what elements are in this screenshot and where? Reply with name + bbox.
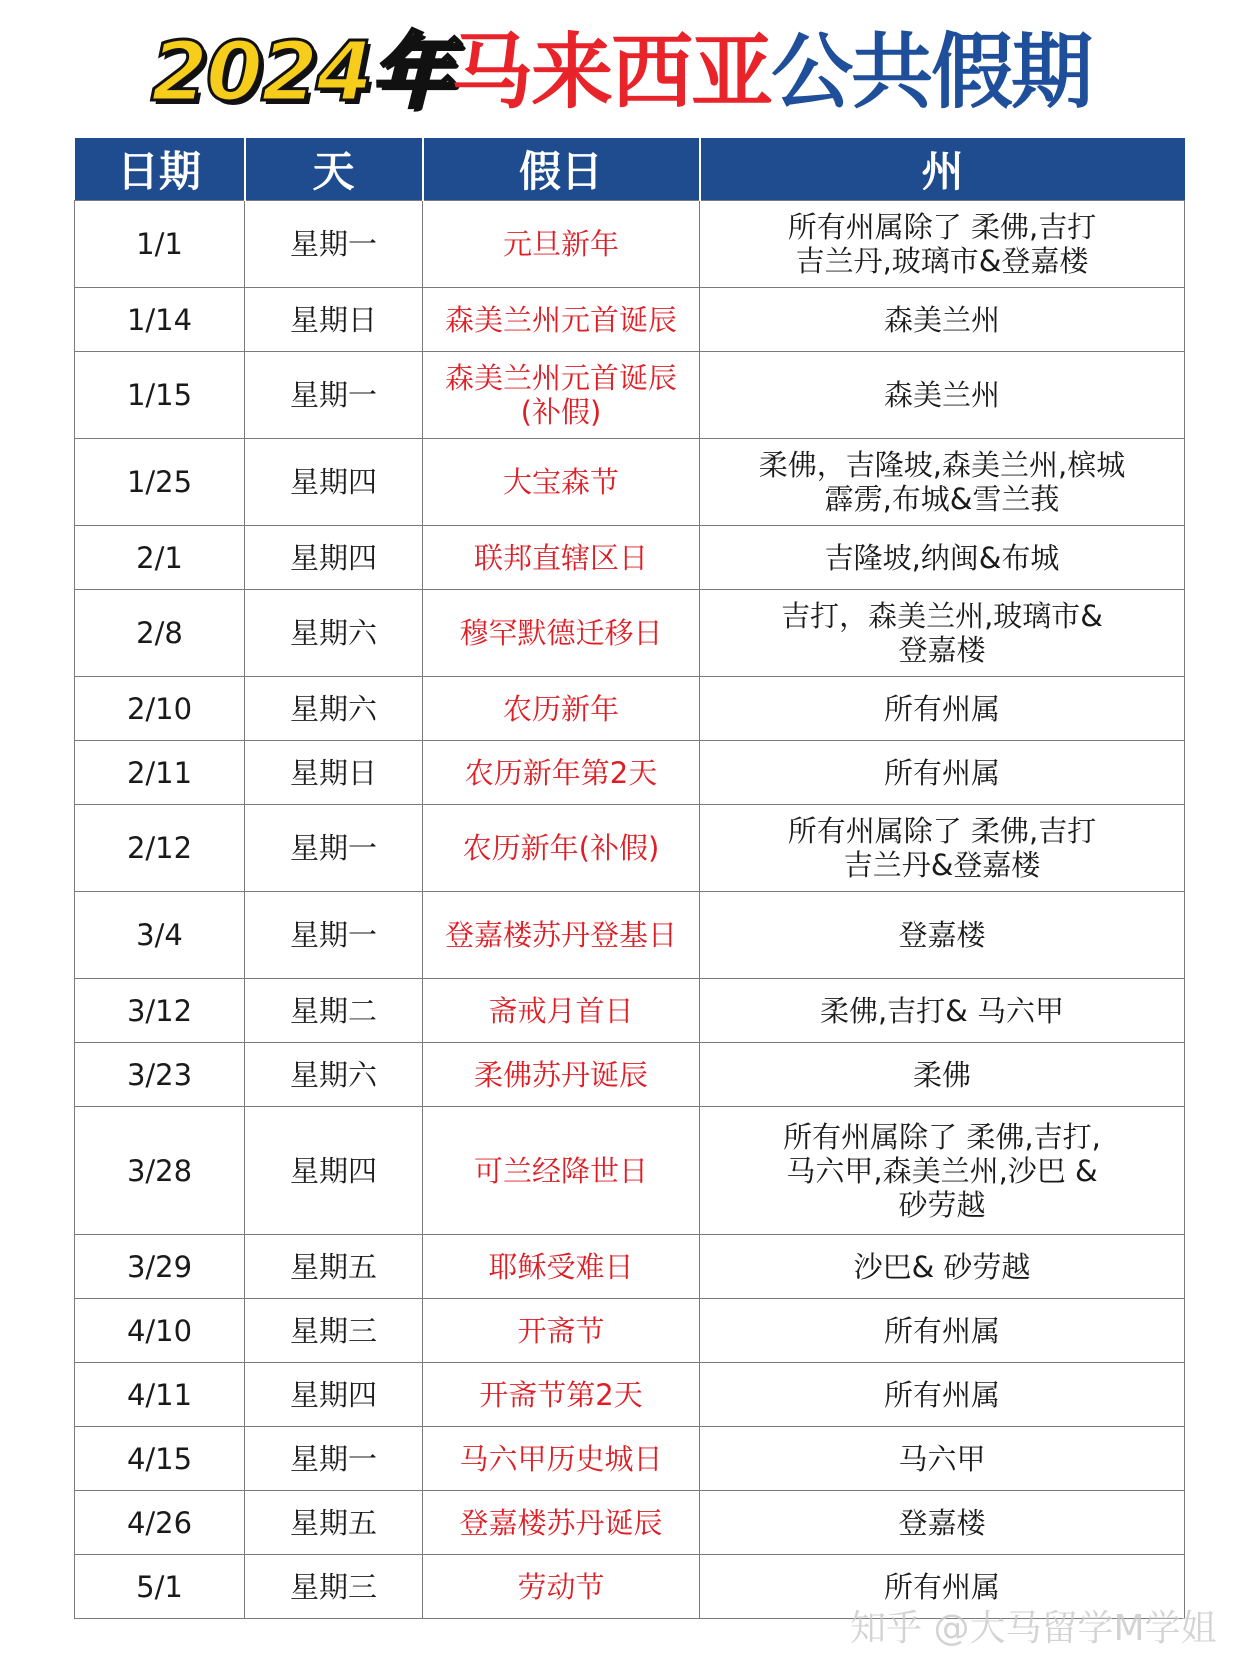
day-cell-text: 星期日 — [289, 755, 377, 790]
date-cell-text: 3/28 — [126, 1153, 193, 1188]
states-cell-text: 所有州属 — [883, 691, 1000, 726]
table-row — [75, 1363, 1185, 1427]
title-year: 2024年 — [150, 25, 452, 120]
states-cell-text: 所有州属除了 柔佛,吉打, 马六甲,森美兰州,沙巴 & 砂劳越 — [783, 1119, 1101, 1222]
date-cell — [75, 1235, 245, 1299]
table-row — [75, 288, 1185, 352]
date-cell-text: 3/12 — [126, 993, 193, 1028]
day-cell — [245, 1299, 423, 1363]
table-row — [75, 1043, 1185, 1107]
states-cell — [700, 741, 1185, 805]
holiday-cell — [423, 1107, 700, 1235]
day-cell — [245, 590, 423, 677]
date-cell-text: 5/1 — [136, 1569, 183, 1604]
states-cell-text: 吉打，森美兰州,玻璃市& 登嘉楼 — [781, 599, 1103, 667]
holiday-cell-text: 元旦新年 — [502, 227, 619, 261]
day-cell — [245, 1107, 423, 1235]
date-cell-text: 1/14 — [126, 302, 193, 337]
date-cell — [75, 1491, 245, 1555]
states-cell-text: 所有州属 — [883, 1377, 1000, 1412]
date-cell-text: 2/8 — [136, 616, 183, 650]
holiday-cell — [423, 979, 700, 1043]
states-cell — [700, 1043, 1185, 1107]
day-cell — [245, 439, 423, 526]
date-cell — [75, 805, 245, 892]
states-cell-text: 所有州属除了 柔佛,吉打 吉兰丹,玻璃市&登嘉楼 — [787, 210, 1097, 278]
date-cell — [75, 1427, 245, 1491]
day-cell — [245, 1555, 423, 1619]
states-cell — [700, 1235, 1185, 1299]
states-cell-text: 登嘉楼 — [898, 918, 986, 952]
table-row — [75, 1427, 1185, 1491]
date-cell-text: 1/1 — [136, 227, 183, 261]
date-cell-text: 1/15 — [126, 378, 193, 412]
date-cell — [75, 892, 245, 979]
day-cell — [245, 1427, 423, 1491]
holiday-cell-text: 开斋节 — [517, 1313, 605, 1348]
day-cell-text: 星期五 — [289, 1249, 377, 1284]
date-cell-text: 4/11 — [126, 1377, 193, 1412]
holiday-cell — [423, 526, 700, 590]
states-cell — [700, 979, 1185, 1043]
date-cell-text: 3/29 — [126, 1249, 193, 1284]
states-cell-text: 柔佛,吉打& 马六甲 — [819, 993, 1065, 1028]
page-title — [0, 18, 1242, 128]
holiday-cell-text: 柔佛苏丹诞辰 — [473, 1057, 648, 1092]
holiday-cell-text: 农历新年(补假) — [462, 831, 660, 865]
states-cell — [700, 892, 1185, 979]
day-cell-text: 星期日 — [289, 302, 377, 337]
date-cell — [75, 979, 245, 1043]
date-cell — [75, 439, 245, 526]
day-cell-text: 星期四 — [289, 540, 377, 575]
header-date: 日期 — [75, 138, 245, 201]
holiday-cell-text: 耶稣受难日 — [488, 1249, 634, 1284]
day-cell-text: 星期一 — [289, 918, 377, 952]
holiday-cell-text: 开斋节第2天 — [479, 1377, 643, 1412]
table-row — [75, 741, 1185, 805]
states-cell-text: 吉隆坡,纳闽&布城 — [824, 540, 1060, 575]
states-cell — [700, 352, 1185, 439]
states-cell-text: 柔佛 — [912, 1057, 971, 1092]
table-row — [75, 1235, 1185, 1299]
table-row — [75, 590, 1185, 677]
table-row — [75, 439, 1185, 526]
holiday-cell — [423, 1363, 700, 1427]
states-cell — [700, 1491, 1185, 1555]
table-row — [75, 1107, 1185, 1235]
states-cell — [700, 590, 1185, 677]
holiday-cell — [423, 805, 700, 892]
date-cell-text: 4/15 — [126, 1441, 193, 1476]
date-cell-text: 2/11 — [126, 755, 193, 790]
day-cell-text: 星期六 — [289, 616, 377, 650]
title-country: 马来西亚 — [451, 25, 772, 120]
day-cell — [245, 979, 423, 1043]
holiday-cell — [423, 1043, 700, 1107]
day-cell-text: 星期一 — [289, 1441, 377, 1476]
title-holiday: 公共假期 — [771, 25, 1092, 120]
states-cell-text: 森美兰州 — [883, 302, 1000, 337]
day-cell-text: 星期四 — [289, 1153, 377, 1188]
holiday-cell-text: 农历新年 — [502, 691, 619, 726]
day-cell-text: 星期四 — [289, 465, 377, 499]
states-cell-text: 沙巴& 砂劳越 — [853, 1249, 1031, 1284]
table-body — [75, 201, 1185, 1619]
date-cell — [75, 741, 245, 805]
states-cell — [700, 1427, 1185, 1491]
states-cell — [700, 1299, 1185, 1363]
date-cell — [75, 1555, 245, 1619]
day-cell-text: 星期一 — [289, 378, 377, 412]
states-cell-text: 柔佛，吉隆坡,森美兰州,槟城 霹雳,布城&雪兰莪 — [758, 448, 1126, 516]
date-cell-text: 2/12 — [126, 831, 193, 865]
states-cell — [700, 526, 1185, 590]
header-day: 天 — [245, 138, 423, 201]
day-cell-text: 星期四 — [289, 1377, 377, 1412]
day-cell-text: 星期六 — [289, 1057, 377, 1092]
date-cell — [75, 201, 245, 288]
holiday-table — [74, 138, 1185, 1619]
states-cell — [700, 677, 1185, 741]
holiday-cell-text: 可兰经降世日 — [473, 1153, 648, 1188]
holiday-cell — [423, 677, 700, 741]
states-cell — [700, 1107, 1185, 1235]
date-cell — [75, 1043, 245, 1107]
table-row — [75, 979, 1185, 1043]
holiday-cell-text: 农历新年第2天 — [464, 755, 658, 790]
holiday-cell — [423, 1235, 700, 1299]
states-cell — [700, 1363, 1185, 1427]
date-cell — [75, 677, 245, 741]
holiday-cell — [423, 741, 700, 805]
holiday-cell-text: 联邦直辖区日 — [473, 540, 648, 575]
date-cell — [75, 590, 245, 677]
date-cell-text: 2/10 — [126, 691, 193, 726]
holiday-cell — [423, 1299, 700, 1363]
day-cell — [245, 741, 423, 805]
holiday-cell — [423, 288, 700, 352]
states-cell-text: 所有州属 — [883, 1313, 1000, 1348]
table-row — [75, 892, 1185, 979]
date-cell-text: 4/26 — [126, 1505, 193, 1540]
holiday-cell — [423, 892, 700, 979]
watermark: 知乎 @大马留学M学姐 — [850, 1608, 1217, 1649]
states-cell-text: 登嘉楼 — [898, 1505, 986, 1540]
holiday-cell — [423, 352, 700, 439]
date-cell-text: 3/4 — [136, 918, 183, 952]
date-cell — [75, 1299, 245, 1363]
states-cell — [700, 439, 1185, 526]
day-cell-text: 星期一 — [289, 227, 377, 261]
day-cell-text: 星期六 — [289, 691, 377, 726]
table-row — [75, 805, 1185, 892]
holiday-cell-text: 大宝森节 — [502, 465, 619, 499]
holiday-cell-text: 登嘉楼苏丹诞辰 — [459, 1505, 663, 1540]
states-cell-text: 所有州属 — [883, 755, 1000, 790]
holiday-cell — [423, 201, 700, 288]
header-holiday: 假日 — [423, 138, 700, 201]
holiday-cell-text: 森美兰州元首诞辰 — [444, 302, 677, 337]
day-cell-text: 星期二 — [289, 993, 377, 1028]
day-cell — [245, 805, 423, 892]
holiday-cell — [423, 590, 700, 677]
day-cell — [245, 526, 423, 590]
holiday-cell-text: 登嘉楼苏丹登基日 — [444, 918, 677, 952]
date-cell — [75, 352, 245, 439]
holiday-cell-text: 斋戒月首日 — [488, 993, 634, 1028]
day-cell-text: 星期三 — [289, 1313, 377, 1348]
holiday-cell-text: 穆罕默德迁移日 — [459, 616, 663, 650]
date-cell-text: 4/10 — [126, 1313, 193, 1348]
holiday-cell — [423, 439, 700, 526]
day-cell — [245, 677, 423, 741]
holiday-cell-text: 劳动节 — [517, 1569, 605, 1604]
date-cell — [75, 1107, 245, 1235]
day-cell — [245, 1043, 423, 1107]
holiday-cell — [423, 1555, 700, 1619]
date-cell-text: 3/23 — [126, 1057, 193, 1092]
table-row — [75, 677, 1185, 741]
day-cell — [245, 288, 423, 352]
day-cell-text: 星期三 — [289, 1569, 377, 1604]
table-header-row — [75, 138, 1185, 201]
day-cell — [245, 352, 423, 439]
holiday-cell-text: 森美兰州元首诞辰 (补假) — [444, 361, 677, 429]
date-cell-text: 2/1 — [136, 540, 183, 575]
day-cell-text: 星期五 — [289, 1505, 377, 1540]
states-cell-text: 所有州属 — [883, 1569, 1000, 1604]
table-row — [75, 201, 1185, 288]
day-cell — [245, 892, 423, 979]
holiday-cell — [423, 1427, 700, 1491]
table-row — [75, 1491, 1185, 1555]
day-cell — [245, 1363, 423, 1427]
date-cell — [75, 526, 245, 590]
date-cell — [75, 288, 245, 352]
holiday-cell — [423, 1491, 700, 1555]
date-cell-text: 1/25 — [126, 465, 193, 499]
states-cell — [700, 288, 1185, 352]
states-cell-text: 森美兰州 — [883, 378, 1000, 412]
date-cell — [75, 1363, 245, 1427]
day-cell — [245, 201, 423, 288]
states-cell — [700, 805, 1185, 892]
states-cell-text: 所有州属除了 柔佛,吉打 吉兰丹&登嘉楼 — [787, 814, 1097, 882]
day-cell — [245, 1491, 423, 1555]
header-states: 州 — [700, 138, 1185, 201]
day-cell — [245, 1235, 423, 1299]
holiday-cell-text: 马六甲历史城日 — [459, 1441, 663, 1476]
table-row — [75, 352, 1185, 439]
states-cell-text: 马六甲 — [898, 1441, 986, 1476]
day-cell-text: 星期一 — [289, 831, 377, 865]
states-cell — [700, 201, 1185, 288]
table-row — [75, 526, 1185, 590]
table-row — [75, 1299, 1185, 1363]
